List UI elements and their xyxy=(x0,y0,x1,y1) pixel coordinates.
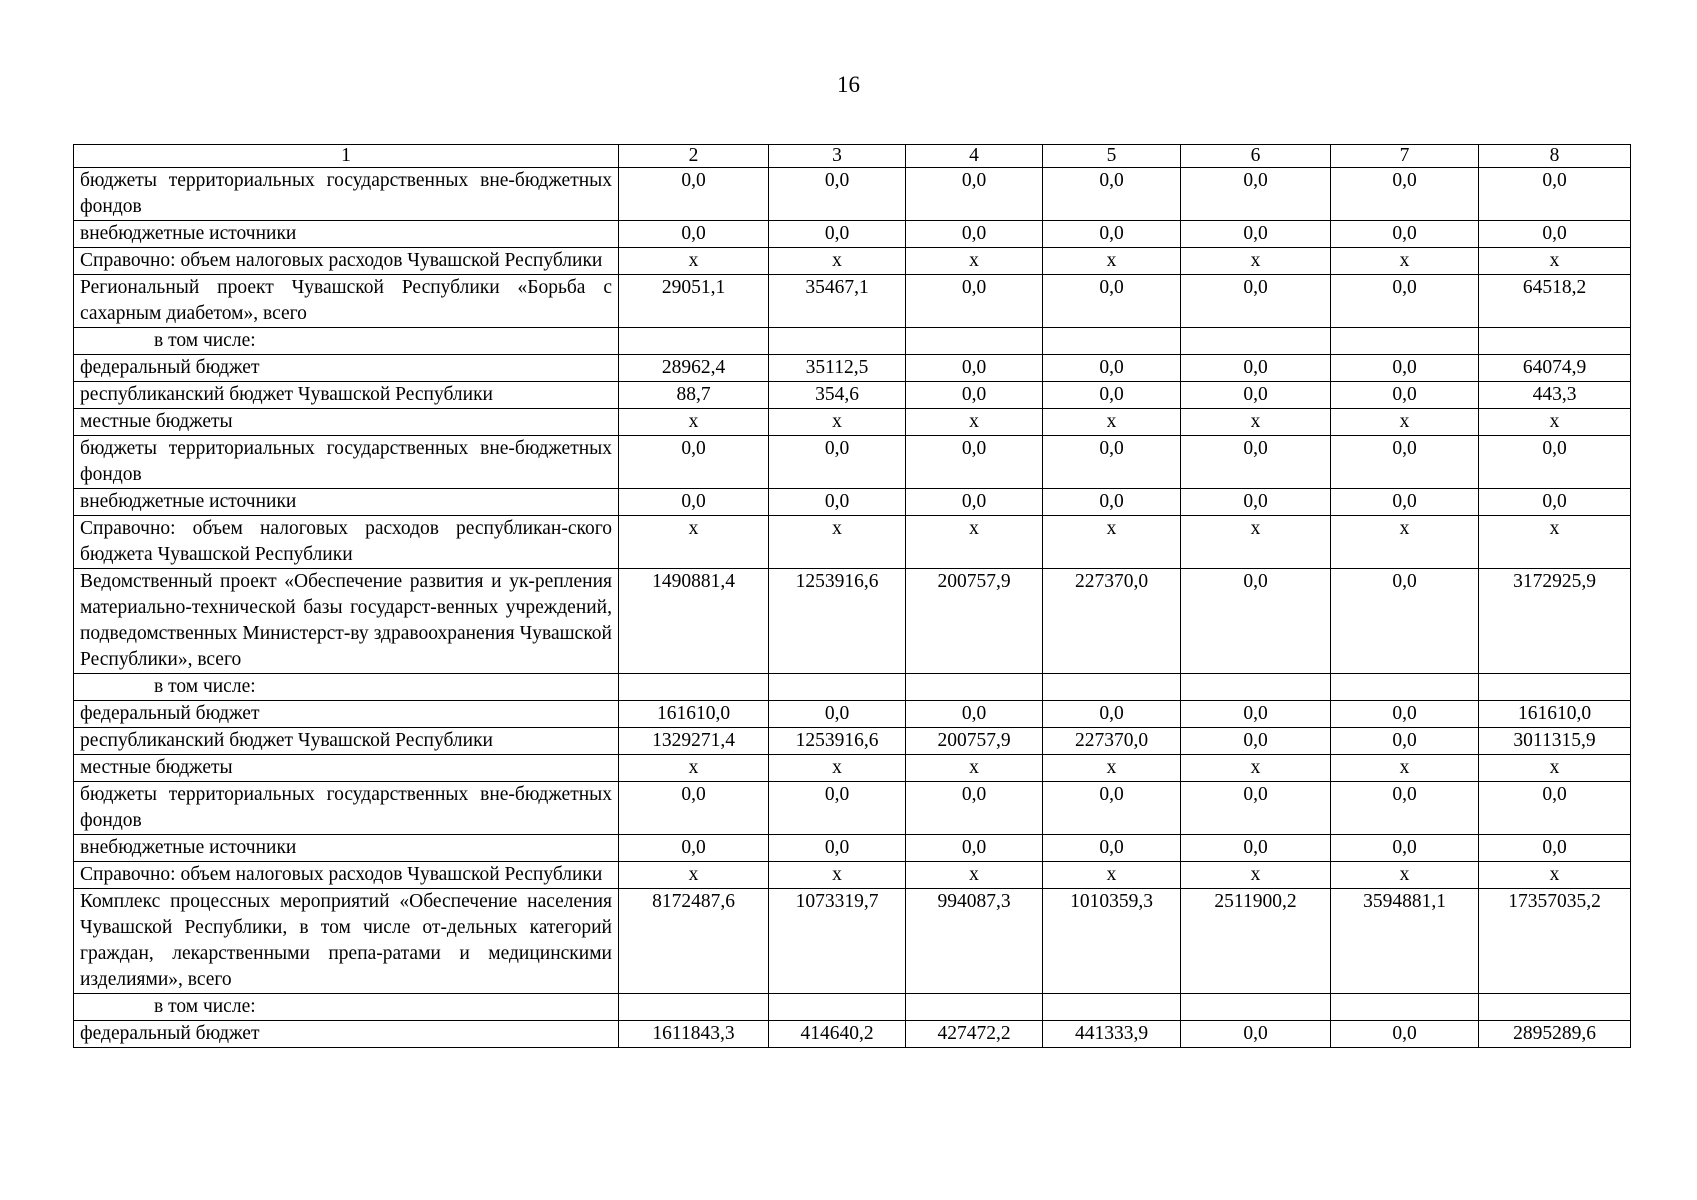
row-label: Справочно: объем налоговых расходов Чувашской Республики xyxy=(74,248,619,275)
table-row xyxy=(74,168,1631,221)
cell-value: 1073319,7 xyxy=(769,889,906,994)
cell-value: 227370,0 xyxy=(1043,569,1181,674)
cell-value: 1329271,4 xyxy=(619,728,769,755)
cell-value: x xyxy=(619,248,769,275)
cell-value: 0,0 xyxy=(619,436,769,489)
cell-value: x xyxy=(1331,248,1479,275)
table-row xyxy=(74,862,1631,889)
row-label: бюджеты территориальных государственных вне-бюджетных фондов xyxy=(74,436,619,489)
table-row xyxy=(74,889,1631,994)
cell-value: 0,0 xyxy=(1331,1021,1479,1048)
cell-value: 0,0 xyxy=(906,782,1043,835)
cell-value xyxy=(1181,674,1331,701)
cell-value: x xyxy=(769,516,906,569)
cell-value: x xyxy=(769,248,906,275)
cell-value: 0,0 xyxy=(1043,355,1181,382)
cell-value: x xyxy=(619,409,769,436)
row-label: республиканский бюджет Чувашской Республики xyxy=(74,382,619,409)
cell-value: 0,0 xyxy=(769,489,906,516)
column-header: 6 xyxy=(1181,145,1331,168)
cell-value: 0,0 xyxy=(1331,382,1479,409)
cell-value xyxy=(1479,328,1631,355)
cell-value: 0,0 xyxy=(1331,355,1479,382)
cell-value: 0,0 xyxy=(769,168,906,221)
cell-value: 200757,9 xyxy=(906,728,1043,755)
row-label: Региональный проект Чувашской Республики «Борьба с сахарным диабетом», всего xyxy=(74,275,619,328)
cell-value: x xyxy=(1479,516,1631,569)
cell-value: 0,0 xyxy=(1043,489,1181,516)
cell-value: 0,0 xyxy=(1479,168,1631,221)
cell-value: 0,0 xyxy=(906,436,1043,489)
cell-value: 0,0 xyxy=(1181,835,1331,862)
table-row xyxy=(74,1021,1631,1048)
cell-value: x xyxy=(906,248,1043,275)
cell-value: 0,0 xyxy=(769,701,906,728)
cell-value xyxy=(619,674,769,701)
cell-value: 64518,2 xyxy=(1479,275,1631,328)
row-label: местные бюджеты xyxy=(74,409,619,436)
cell-value: 0,0 xyxy=(906,275,1043,328)
cell-value: x xyxy=(1043,409,1181,436)
column-header: 2 xyxy=(619,145,769,168)
cell-value: 0,0 xyxy=(1043,221,1181,248)
cell-value: x xyxy=(1331,409,1479,436)
cell-value: 3594881,1 xyxy=(1331,889,1479,994)
cell-value: 17357035,2 xyxy=(1479,889,1631,994)
column-header: 7 xyxy=(1331,145,1479,168)
table-row xyxy=(74,835,1631,862)
cell-value: x xyxy=(1479,248,1631,275)
cell-value: 1010359,3 xyxy=(1043,889,1181,994)
cell-value: x xyxy=(906,516,1043,569)
table-row xyxy=(74,782,1631,835)
cell-value: 0,0 xyxy=(906,835,1043,862)
row-label: федеральный бюджет xyxy=(74,355,619,382)
cell-value: 0,0 xyxy=(1331,835,1479,862)
cell-value: 0,0 xyxy=(1479,782,1631,835)
cell-value: x xyxy=(769,409,906,436)
cell-value: 0,0 xyxy=(1331,489,1479,516)
cell-value: 0,0 xyxy=(1331,436,1479,489)
cell-value xyxy=(1043,674,1181,701)
cell-value: 64074,9 xyxy=(1479,355,1631,382)
cell-value: 0,0 xyxy=(1043,275,1181,328)
column-header: 4 xyxy=(906,145,1043,168)
cell-value xyxy=(1479,994,1631,1021)
row-label: Справочно: объем налоговых расходов Чувашской Республики xyxy=(74,862,619,889)
cell-value: 35112,5 xyxy=(769,355,906,382)
cell-value: 0,0 xyxy=(1043,782,1181,835)
cell-value: 0,0 xyxy=(1479,489,1631,516)
cell-value: 0,0 xyxy=(769,835,906,862)
cell-value: 3011315,9 xyxy=(1479,728,1631,755)
cell-value: x xyxy=(906,409,1043,436)
cell-value xyxy=(1479,674,1631,701)
cell-value: 0,0 xyxy=(1043,168,1181,221)
cell-value xyxy=(1331,674,1479,701)
row-label: Комплекс процессных мероприятий «Обеспечение населения Чувашской Республики, в том числе от-дельных категорий граждан, лекарственными препа-ратами и медицинскими изделиями», всего xyxy=(74,889,619,994)
cell-value: 88,7 xyxy=(619,382,769,409)
cell-value: 0,0 xyxy=(1043,701,1181,728)
cell-value xyxy=(619,994,769,1021)
table-row xyxy=(74,994,1631,1021)
cell-value: 0,0 xyxy=(906,701,1043,728)
table-row xyxy=(74,674,1631,701)
cell-value: x xyxy=(619,755,769,782)
row-label: Ведомственный проект «Обеспечение развития и ук-репления материально-технической базы государст-венных учреждений, подведомственных Министерст-ву здравоохранения Чувашской Республики», всего xyxy=(74,569,619,674)
cell-value: 2895289,6 xyxy=(1479,1021,1631,1048)
row-label: внебюджетные источники xyxy=(74,835,619,862)
cell-value: x xyxy=(1181,516,1331,569)
cell-value xyxy=(1181,994,1331,1021)
cell-value: 0,0 xyxy=(906,221,1043,248)
cell-value: x xyxy=(1331,862,1479,889)
cell-value: 0,0 xyxy=(619,782,769,835)
cell-value: 0,0 xyxy=(1331,275,1479,328)
cell-value xyxy=(1181,328,1331,355)
row-label: бюджеты территориальных государственных вне-бюджетных фондов xyxy=(74,782,619,835)
cell-value: 0,0 xyxy=(619,835,769,862)
cell-value: 2511900,2 xyxy=(1181,889,1331,994)
cell-value: x xyxy=(619,516,769,569)
column-header: 5 xyxy=(1043,145,1181,168)
cell-value: 8172487,6 xyxy=(619,889,769,994)
row-label: в том числе: xyxy=(74,328,619,355)
cell-value: x xyxy=(1043,248,1181,275)
cell-value: 0,0 xyxy=(1479,436,1631,489)
cell-value: 427472,2 xyxy=(906,1021,1043,1048)
row-label: федеральный бюджет xyxy=(74,1021,619,1048)
cell-value: 29051,1 xyxy=(619,275,769,328)
cell-value xyxy=(906,328,1043,355)
cell-value: 1253916,6 xyxy=(769,569,906,674)
page-number: 16 xyxy=(837,72,860,97)
cell-value: 443,3 xyxy=(1479,382,1631,409)
cell-value xyxy=(769,994,906,1021)
cell-value: 0,0 xyxy=(1181,168,1331,221)
table-row xyxy=(74,355,1631,382)
table-row xyxy=(74,248,1631,275)
cell-value: 0,0 xyxy=(906,489,1043,516)
cell-value: 35467,1 xyxy=(769,275,906,328)
cell-value: 0,0 xyxy=(1181,221,1331,248)
cell-value: 994087,3 xyxy=(906,889,1043,994)
row-label: федеральный бюджет xyxy=(74,701,619,728)
cell-value xyxy=(1331,328,1479,355)
cell-value: 0,0 xyxy=(1331,168,1479,221)
cell-value: x xyxy=(1043,862,1181,889)
row-label: внебюджетные источники xyxy=(74,489,619,516)
cell-value: 0,0 xyxy=(1331,569,1479,674)
table-row xyxy=(74,489,1631,516)
table-row xyxy=(74,569,1631,674)
table-row xyxy=(74,701,1631,728)
table-row xyxy=(74,436,1631,489)
cell-value: x xyxy=(906,755,1043,782)
cell-value: x xyxy=(769,862,906,889)
cell-value: 0,0 xyxy=(1181,436,1331,489)
cell-value: 0,0 xyxy=(1043,835,1181,862)
cell-value xyxy=(769,328,906,355)
cell-value: 0,0 xyxy=(1479,221,1631,248)
cell-value: 0,0 xyxy=(1479,835,1631,862)
cell-value: 0,0 xyxy=(1331,701,1479,728)
table-row xyxy=(74,728,1631,755)
row-label: в том числе: xyxy=(74,994,619,1021)
cell-value xyxy=(1043,994,1181,1021)
table-row xyxy=(74,275,1631,328)
row-label: Справочно: объем налоговых расходов республикан-ского бюджета Чувашской Республики xyxy=(74,516,619,569)
cell-value: x xyxy=(1181,409,1331,436)
cell-value: 161610,0 xyxy=(1479,701,1631,728)
cell-value: 161610,0 xyxy=(619,701,769,728)
cell-value: 1490881,4 xyxy=(619,569,769,674)
cell-value: 0,0 xyxy=(906,168,1043,221)
cell-value: 0,0 xyxy=(619,221,769,248)
row-label: местные бюджеты xyxy=(74,755,619,782)
cell-value: x xyxy=(619,862,769,889)
column-header: 1 xyxy=(74,145,619,168)
cell-value: 0,0 xyxy=(769,436,906,489)
cell-value: x xyxy=(1331,755,1479,782)
cell-value: 0,0 xyxy=(1181,355,1331,382)
cell-value: 1253916,6 xyxy=(769,728,906,755)
cell-value: x xyxy=(1181,248,1331,275)
cell-value: x xyxy=(1043,755,1181,782)
row-label: внебюджетные источники xyxy=(74,221,619,248)
cell-value: 0,0 xyxy=(619,168,769,221)
cell-value: 1611843,3 xyxy=(619,1021,769,1048)
cell-value xyxy=(1331,994,1479,1021)
budget-table xyxy=(73,144,1631,1048)
cell-value: x xyxy=(1479,862,1631,889)
cell-value xyxy=(769,674,906,701)
table-row xyxy=(74,221,1631,248)
cell-value: x xyxy=(1479,755,1631,782)
table-row xyxy=(74,409,1631,436)
cell-value: x xyxy=(1043,516,1181,569)
cell-value: 0,0 xyxy=(1181,782,1331,835)
column-header: 3 xyxy=(769,145,906,168)
cell-value: 227370,0 xyxy=(1043,728,1181,755)
row-label: в том числе: xyxy=(74,674,619,701)
cell-value: 0,0 xyxy=(1331,221,1479,248)
cell-value: x xyxy=(1479,409,1631,436)
cell-value: 0,0 xyxy=(1181,489,1331,516)
cell-value: 0,0 xyxy=(1331,782,1479,835)
table-row xyxy=(74,516,1631,569)
cell-value: 354,6 xyxy=(769,382,906,409)
cell-value: 0,0 xyxy=(1181,382,1331,409)
cell-value: 0,0 xyxy=(1181,275,1331,328)
table-row xyxy=(74,755,1631,782)
cell-value xyxy=(906,674,1043,701)
cell-value: 0,0 xyxy=(769,221,906,248)
table-header-row xyxy=(74,145,1631,168)
cell-value: 414640,2 xyxy=(769,1021,906,1048)
cell-value: 3172925,9 xyxy=(1479,569,1631,674)
cell-value xyxy=(619,328,769,355)
cell-value: 0,0 xyxy=(1043,382,1181,409)
cell-value xyxy=(1043,328,1181,355)
cell-value: 0,0 xyxy=(769,782,906,835)
cell-value: x xyxy=(769,755,906,782)
cell-value: 0,0 xyxy=(906,382,1043,409)
row-label: республиканский бюджет Чувашской Республики xyxy=(74,728,619,755)
cell-value: 0,0 xyxy=(1181,701,1331,728)
cell-value: 200757,9 xyxy=(906,569,1043,674)
cell-value: 0,0 xyxy=(1181,1021,1331,1048)
cell-value: 0,0 xyxy=(1331,728,1479,755)
column-header: 8 xyxy=(1479,145,1631,168)
cell-value xyxy=(906,994,1043,1021)
cell-value: x xyxy=(906,862,1043,889)
cell-value: 0,0 xyxy=(1043,436,1181,489)
cell-value: x xyxy=(1181,862,1331,889)
cell-value: 28962,4 xyxy=(619,355,769,382)
cell-value: 441333,9 xyxy=(1043,1021,1181,1048)
table-row xyxy=(74,328,1631,355)
cell-value: 0,0 xyxy=(906,355,1043,382)
cell-value: 0,0 xyxy=(619,489,769,516)
cell-value: x xyxy=(1181,755,1331,782)
row-label: бюджеты территориальных государственных вне-бюджетных фондов xyxy=(74,168,619,221)
cell-value: 0,0 xyxy=(1181,728,1331,755)
table-row xyxy=(74,382,1631,409)
cell-value: 0,0 xyxy=(1181,569,1331,674)
cell-value: x xyxy=(1331,516,1479,569)
